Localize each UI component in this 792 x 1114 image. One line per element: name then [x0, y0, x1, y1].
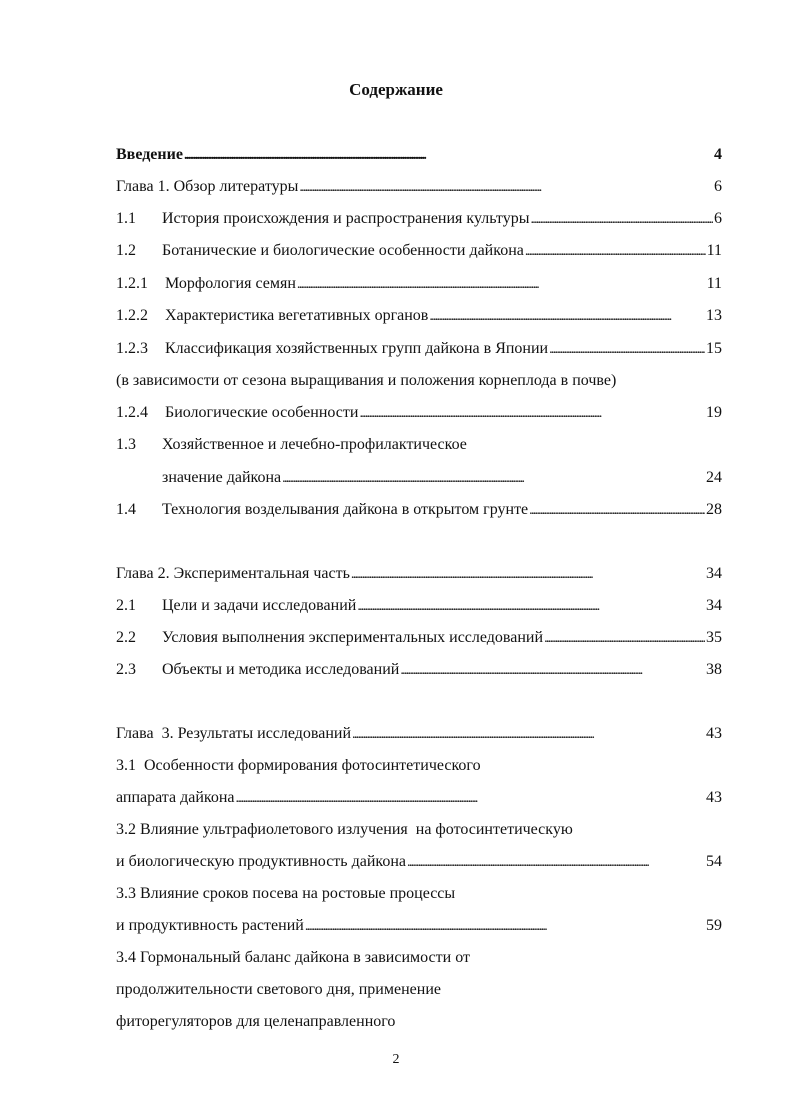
toc-page-number: 4	[714, 146, 722, 163]
toc-entry-1-2-3[interactable]	[116, 338, 722, 360]
toc-entry-2-2[interactable]	[116, 627, 722, 649]
toc-entry-text: Хозяйственное и лечебно-профилактическое	[162, 436, 467, 453]
toc-page-number: 11	[706, 242, 722, 259]
toc-page-number: 34	[706, 597, 722, 614]
toc-entry-1-2[interactable]	[116, 240, 722, 262]
toc-entry-chapter-3[interactable]	[116, 723, 722, 745]
toc-entry-text: Глава 3. Результаты исследований	[116, 725, 352, 742]
toc-entry-text: Глава 2. Экспериментальная часть	[116, 565, 350, 582]
toc-entry-text: Морфология семян	[165, 275, 296, 292]
toc-entry-text: Условия выполнения экспериментальных исследований	[162, 629, 544, 646]
toc-entry-chapter-1[interactable]	[116, 176, 722, 198]
toc-entry-text: Объекты и методика исследований	[162, 661, 400, 678]
toc-entry-2-1[interactable]	[116, 595, 722, 617]
toc-page-number: 6	[714, 178, 722, 195]
toc-page-number: 43	[706, 725, 722, 742]
toc-section-number: 1.2.1	[116, 275, 148, 292]
page-title: Содержание	[349, 80, 443, 99]
toc-leader-dots	[549, 339, 705, 360]
toc-leader-dots	[299, 177, 713, 198]
toc-entry-text: Цели и задачи исследований	[162, 597, 357, 614]
toc-entry-3-2-line2[interactable]	[116, 851, 722, 873]
toc-entry-1-3-line2[interactable]	[162, 467, 722, 489]
toc-leader-dots	[530, 209, 713, 230]
toc-leader-dots	[407, 852, 705, 873]
toc-entry-2-3[interactable]	[116, 659, 722, 681]
toc-entry-text: и продуктивность растений	[116, 917, 304, 934]
toc-entry-1-2-4[interactable]	[116, 402, 722, 424]
toc-entry-3-1-line2[interactable]	[116, 787, 722, 809]
toc-page-number: 13	[706, 307, 722, 324]
toc-entry-continuation: (в зависимости от сезона выращивания и положения корнеплода в почве)	[116, 372, 617, 389]
toc-page-number: 59	[706, 917, 722, 934]
toc-entry-chapter-2[interactable]	[116, 563, 722, 585]
toc-leader-dots	[305, 916, 705, 937]
toc-leader-dots	[352, 724, 705, 745]
toc-leader-dots	[544, 628, 705, 649]
page-number: 2	[392, 1052, 400, 1067]
toc-section-number: 2.2	[116, 629, 136, 646]
toc-page-number: 19	[706, 404, 722, 421]
toc-leader-dots	[359, 403, 705, 424]
toc-section-number: 2.1	[116, 597, 136, 614]
toc-entry-3-4-line2: продолжительности светового дня, применение	[116, 981, 441, 998]
toc-entry-text: История происхождения и распространения культуры	[162, 210, 530, 227]
toc-page-number: 28	[706, 501, 722, 518]
toc-section-number: 1.2.2	[116, 307, 148, 324]
toc-section-number: 1.2	[116, 242, 136, 259]
toc-entry-text: Биологические особенности	[165, 404, 359, 421]
toc-section-number: 1.2.3	[116, 340, 148, 357]
toc-entry-3-4-line3: фиторегуляторов для целенаправленного	[116, 1013, 396, 1030]
toc-entry-text: Ботанические и биологические особенности дайкона	[162, 242, 524, 259]
toc-leader-dots	[429, 306, 705, 327]
toc-page-number: 35	[706, 629, 722, 646]
toc-entry-1-3[interactable]	[116, 434, 722, 456]
toc-section-number: 1.4	[116, 501, 136, 518]
toc-leader-dots	[525, 241, 706, 262]
toc-entry-text: Введение	[116, 146, 183, 163]
toc-page-number: 34	[706, 565, 722, 582]
toc-leader-dots	[236, 788, 705, 809]
toc-leader-dots	[400, 660, 705, 681]
toc-page-number: 43	[706, 789, 722, 806]
toc-entry-text: Глава 1. Обзор литературы	[116, 178, 299, 195]
toc-entry-3-2[interactable]: 3.2 Влияние ультрафиолетового излучения на фотосинтетическую	[116, 821, 573, 838]
toc-page-number: 6	[714, 210, 722, 227]
toc-leader-dots	[184, 145, 713, 166]
toc-entry-text: и биологическую продуктивность дайкона	[116, 853, 407, 870]
toc-entry-3-3[interactable]: 3.3 Влияние сроков посева на ростовые процессы	[116, 885, 456, 902]
toc-leader-dots	[297, 274, 706, 295]
toc-entry-text: Технология возделывания дайкона в открытом грунте	[162, 501, 529, 518]
toc-entry-3-3-line2[interactable]	[116, 915, 722, 937]
toc-entry-3-1[interactable]: 3.1 Особенности формирования фотосинтетического	[116, 757, 481, 774]
toc-page-number: 11	[706, 275, 722, 292]
toc-entry-1-2-2[interactable]	[116, 305, 722, 327]
toc-entry-intro[interactable]	[116, 144, 722, 166]
toc-section-number: 1.3	[116, 436, 136, 453]
toc-entry-3-4[interactable]: 3.4 Гормональный баланс дайкона в зависимости от	[116, 949, 470, 966]
toc-leader-dots	[351, 564, 705, 585]
toc-entry-1-4[interactable]	[116, 499, 722, 521]
toc-entry-text: Классификация хозяйственных групп дайкона в Японии	[165, 340, 549, 357]
toc-section-number: 2.3	[116, 661, 136, 678]
toc-leader-dots	[357, 596, 705, 617]
toc-entry-1-2-1[interactable]	[116, 273, 722, 295]
toc-section-number: 1.2.4	[116, 404, 148, 421]
toc-page-number: 38	[706, 661, 722, 678]
toc-entry-text: значение дайкона	[162, 469, 282, 486]
toc-page-number: 54	[706, 853, 722, 870]
toc-leader-dots	[282, 468, 705, 489]
toc-section-number: 1.1	[116, 210, 136, 227]
toc-entry-text: Характеристика вегетативных органов	[165, 307, 429, 324]
toc-entry-1-1[interactable]	[116, 208, 722, 230]
toc-page-number: 15	[706, 340, 722, 357]
toc-page-number: 24	[706, 469, 722, 486]
toc-entry-text: аппарата дайкона	[116, 789, 235, 806]
toc-leader-dots	[529, 500, 705, 521]
